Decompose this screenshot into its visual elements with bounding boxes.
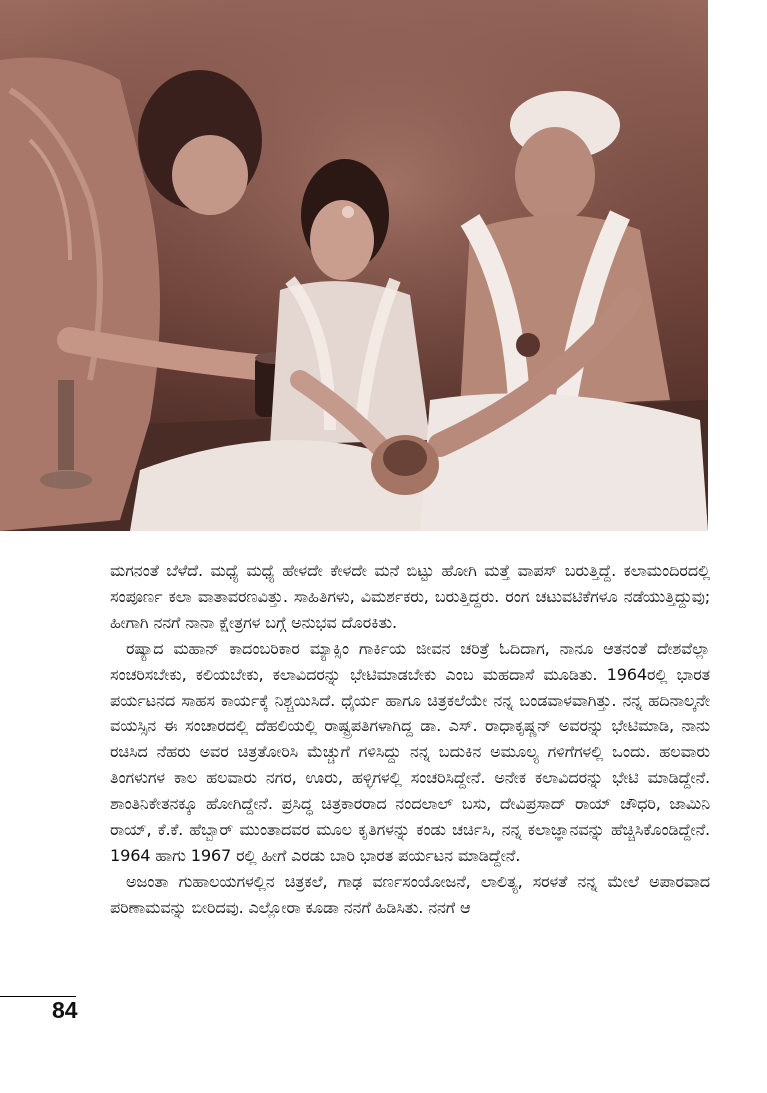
paragraph-3: ಅಜಂತಾ ಗುಹಾಲಯಗಳಲ್ಲಿನ ಚಿತ್ರಕಲೆ, ಗಾಢ ವರ್ಣಸಂಯೋಜನೆ, ಲಾಲಿತ್ಯ, ಸರಳತೆ ನನ್ನ ಮೇಲೆ ಅಪಾರವಾದ ಪರಿಣಾಮವನ್ನು ಬೀರಿದವು. ಎಲ್ಲೋರಾ ಕೂಡಾ ನನಗೆ ಹಿಡಿಸಿತು. ನನಗೆ ಆ	[110, 871, 710, 917]
paragraph-2: ರಷ್ಯಾದ ಮಹಾನ್ ಕಾದಂಬರಿಕಾರ ಮ್ಯಾಕ್ಸಿಂ ಗಾರ್ಕಿಯ ಜೀವನ ಚರಿತ್ರೆ ಓದಿದಾಗ, ನಾನೂ ಆತನಂತೆ ದೇಶವೆಲ್ಲಾ ಸಂಚರಿಸಬೇಕು, ಕಲಿಯಬೇಕು, ಕಲಾವಿದರನ್ನು ಭೇಟಿಮಾಡಬೇಕು ಎಂಬ ಮಹದಾಸೆ ಮೂಡಿತು. 1964ರಲ್ಲಿ ಭಾರತ ಪರ್ಯಟನದ ಸಾಹಸ ಕಾರ್ಯಕ್ಕೆ ನಿಶ್ಚಯಿಸಿದೆ. ಧೈರ್ಯ ಹಾಗೂ ಚಿತ್ರಕಲೆಯೇ ನನ್ನ ಬಂಡವಾಳವಾಗಿತ್ತು. ನನ್ನ ಹದಿನಾಲ್ಕನೇ ವಯಸ್ಸಿನ ಈ ಸಂಚಾರದಲ್ಲಿ ದೆಹಲಿಯಲ್ಲಿ ರಾಷ್ಟ್ರಪತಿಗಳಾಗಿದ್ದ ಡಾ. ಎಸ್. ರಾಧಾಕೃಷ್ಣನ್ ಅವರನ್ನು ಭೇಟಿಮಾಡಿ, ನಾನು ರಚಿಸಿದ ನೆಹರು ಅವರ ಚಿತ್ರತೋರಿಸಿ ಮೆಚ್ಚುಗೆ ಗಳಿಸಿದ್ದು ನನ್ನ ಬದುಕಿನ ಅಮೂಲ್ಯ ಗಳಿಗೆಗಳಲ್ಲಿ ಒಂದು. ಹಲವಾರು ತಿಂಗಳುಗಳ ಕಾಲ ಹಲವಾರು ನಗರ, ಊರು, ಹಳ್ಳಿಗಳಲ್ಲಿ ಸಂಚರಿಸಿದ್ದೇನೆ. ಅನೇಕ ಕಲಾವಿದರನ್ನು ಭೇಟಿ ಮಾಡಿದ್ದೇನೆ. ಶಾಂತಿನಿಕೇತನಕ್ಕೂ ಹೋಗಿದ್ದೇನೆ. ಪ್ರಸಿದ್ಧ ಚಿತ್ರಕಾರರಾದ ನಂದಲಾಲ್ ಬಸು, ದೇವಿಪ್ರಸಾದ್ ರಾಯ್ ಚೌಧರಿ, ಜಾಮಿನಿ ರಾಯ್, ಕೆ.ಕೆ. ಹೆಬ್ಬಾರ್ ಮುಂತಾದವರ ಮೂಲ ಕೃತಿಗಳನ್ನು ಕಂಡು ಚರ್ಚಿಸಿ, ನನ್ನ ಕಲಾಜ್ಞಾನವನ್ನು ಹೆಚ್ಚಿಸಿಕೊಂಡಿದ್ದೇನೆ. 1964 ಹಾಗು 1967 ರಲ್ಲಿ ಹೀಗೆ ಎರಡು ಬಾರಿ ಭಾರತ ಪರ್ಯಟನ ಮಾಡಿದ್ದೇನೆ.	[110, 638, 710, 865]
paragraph-1: ಮಗನಂತೆ ಬೆಳೆದೆ. ಮಧ್ಯೆ ಮಧ್ಯೆ ಹೇಳದೇ ಕೇಳದೇ ಮನೆ ಬಿಟ್ಟು ಹೋಗಿ ಮತ್ತೆ ವಾಪಸ್ ಬರುತ್ತಿದ್ದೆ. ಕಲಾಮಂದಿರದಲ್ಲಿ ಸಂಪೂರ್ಣ ಕಲಾ ವಾತಾವರಣವಿತ್ತು. ಸಾಹಿತಿಗಳು, ವಿಮರ್ಶಕರು, ಬರುತ್ತಿದ್ದರು. ರಂಗ ಚಟುವಟಿಕೆಗಳೂ ನಡೆಯುತ್ತಿದ್ದುವು; ಹೀಗಾಗಿ ನನಗೆ ನಾನಾ ಕ್ಷೇತ್ರಗಳ ಬಗ್ಗೆ ಅನುಭವ ದೊರಕಿತು.	[110, 561, 710, 632]
body-text	[110, 558, 710, 921]
photo-illustration	[0, 0, 708, 531]
page-number: 84	[52, 997, 78, 1023]
wedding-photo	[0, 0, 708, 531]
